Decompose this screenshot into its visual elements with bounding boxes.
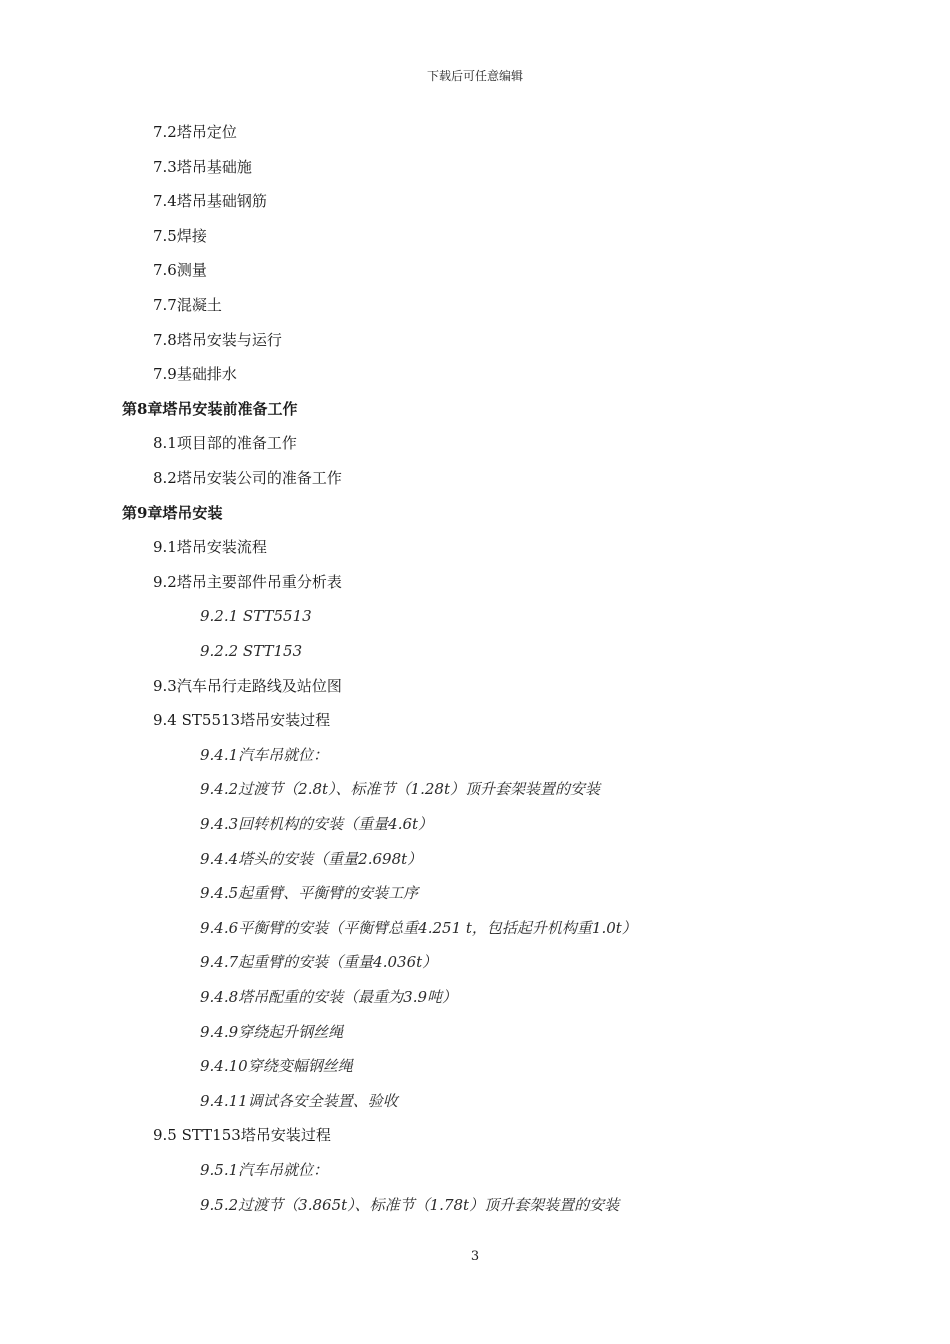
page-header: 下载后可任意编辑 [426,69,523,83]
toc-entry[interactable]: 9.2塔吊主要部件吊重分析表 [153,572,342,591]
toc-entry[interactable]: 7.6测量 [153,261,207,280]
toc-entry[interactable]: 7.2塔吊定位 [153,123,237,141]
toc-entry[interactable]: 9.5.2过渡节（3.865t）、标准节（1.78t）顶升套架装置的安装 [200,1195,620,1214]
toc-entry[interactable]: 9.4.4塔头的安装（重量2.698t） [200,849,423,868]
toc-entry[interactable]: 7.9基础排水 [153,365,237,384]
toc-entry[interactable]: 9.1塔吊安装流程 [153,538,267,557]
toc-entry[interactable]: 7.8塔吊安装与运行 [153,330,282,349]
toc-entry[interactable]: 9.4.5起重臂、平衡臂的安装工序 [200,884,419,903]
toc-chapter-heading[interactable]: 第8章塔吊安装前准备工作 [122,399,298,418]
toc-entry[interactable]: 8.1项目部的准备工作 [153,434,297,453]
toc-entry[interactable]: 9.4.1汽车吊就位： [200,745,329,764]
toc-entry[interactable]: 9.5 STT153塔吊安装过程 [153,1126,331,1145]
toc-entry[interactable]: 9.4 ST5513塔吊安装过程 [153,711,331,730]
page-number: 3 [470,1249,480,1264]
toc-entry[interactable]: 9.4.9穿绕起升钢丝绳 [200,1022,344,1041]
toc-entry[interactable]: 9.3汽车吊行走路线及站位图 [153,676,342,695]
toc-entry[interactable]: 9.4.6平衡臂的安装（平衡臂总重4.251 t，包括起升机构重1.0t） [200,918,637,937]
toc-entry[interactable]: 9.2.1 STT5513 [200,607,312,626]
toc-entry[interactable]: 9.4.7起重臂的安装（重量4.036t） [200,953,438,972]
toc-entry[interactable]: 9.4.3回转机构的安装（重量4.6t） [200,815,434,833]
toc-entry[interactable]: 9.4.10穿绕变幅钢丝绳 [200,1057,353,1076]
toc-entry[interactable]: 9.2.2 STT153 [200,642,303,660]
toc-entry[interactable]: 9.5.1汽车吊就位： [200,1161,329,1179]
toc-entry[interactable]: 9.4.11调试各安全装置、验收 [200,1091,398,1110]
toc-entry[interactable]: 7.5焊接 [153,226,207,245]
toc-entry[interactable]: 9.4.8塔吊配重的安装（最重为3.9吨） [200,988,458,1006]
toc-entry[interactable]: 7.7混凝土 [153,296,222,314]
toc-entry[interactable]: 9.4.2过渡节（2.8t）、标准节（1.28t）顶升套架装置的安装 [200,780,600,799]
toc-entry[interactable]: 8.2塔吊安装公司的准备工作 [153,469,342,487]
toc-chapter-heading[interactable]: 第9章塔吊安装 [122,503,223,522]
toc-entry[interactable]: 7.4塔吊基础钢筋 [153,192,267,211]
toc-entry[interactable]: 7.3塔吊基础施 [153,157,252,176]
